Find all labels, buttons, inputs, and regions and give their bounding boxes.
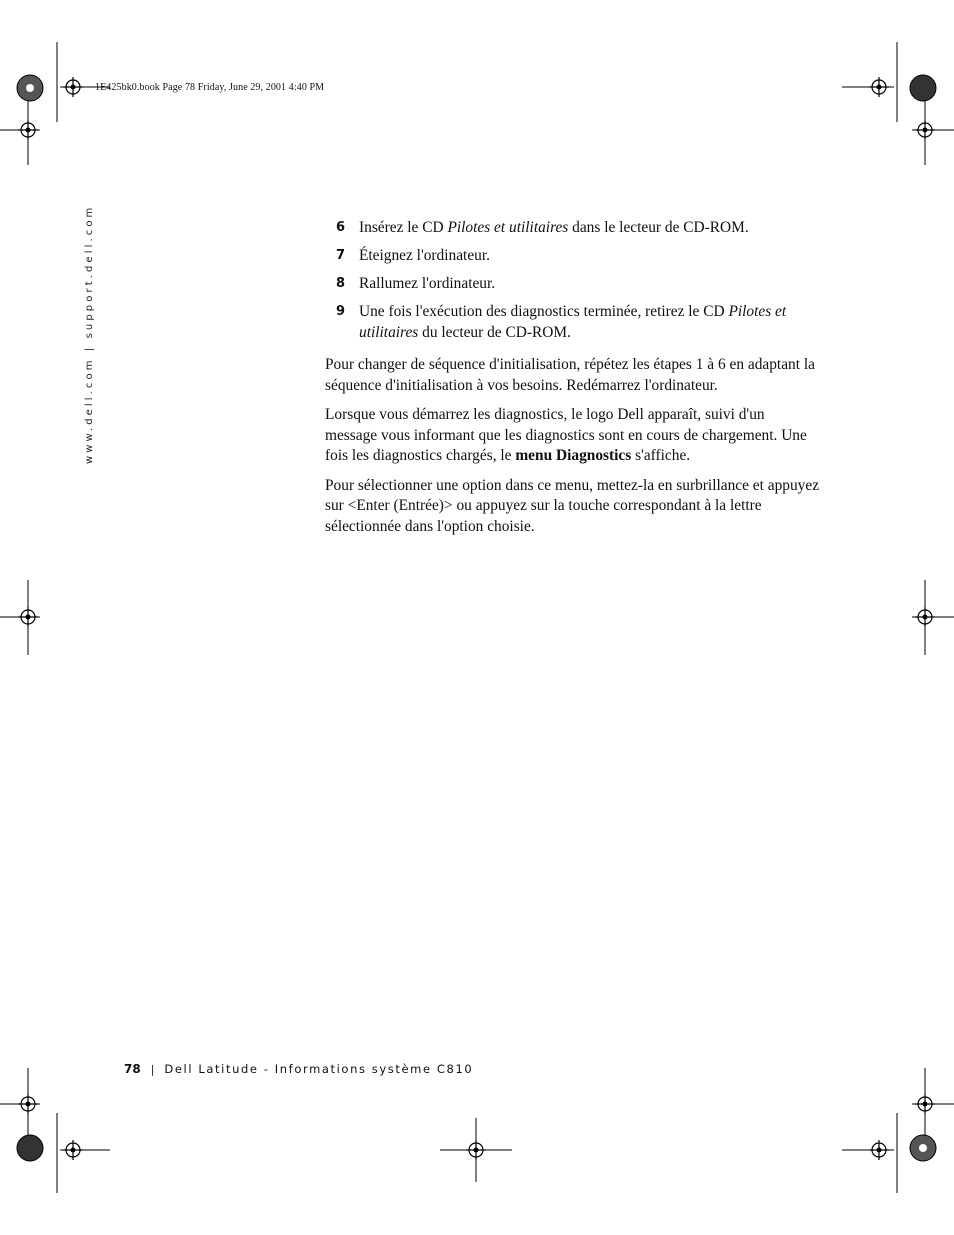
crop-header-line: 1E425bk0.book Page 78 Friday, June 29, 2001 4:40 PM <box>95 82 325 93</box>
step-number: 9 <box>336 304 346 319</box>
step-number: 8 <box>336 276 346 291</box>
step-text: Une fois l'exécution des diagnostics terminée, retirez le CD <box>359 303 729 320</box>
step-text: du lecteur de CD-ROM. <box>418 323 571 341</box>
step-7 <box>325 246 820 267</box>
step-text: Insérez le CD <box>359 219 448 236</box>
step-text: Rallumez l'ordinateur. <box>359 275 496 292</box>
step-8 <box>325 274 820 295</box>
paragraph-text: s'affiche. <box>631 447 691 464</box>
step-number: 7 <box>336 248 346 263</box>
step-9 <box>325 302 820 343</box>
footer-separator: | <box>150 1063 155 1076</box>
page-number: 78 <box>124 1062 141 1076</box>
step-number: 6 <box>336 220 346 235</box>
main-content <box>325 218 820 546</box>
footer-title: Dell Latitude - Informations système C810 <box>164 1062 474 1076</box>
step-text: dans le lecteur de CD-ROM. <box>568 219 749 236</box>
sidebar-url: www.dell.com | support.dell.com <box>84 204 95 464</box>
menu-diagnostics-label: menu Diagnostics <box>515 447 632 464</box>
paragraph-text: Lorsque vous démarrez les diagnostics, le logo Dell apparaît, suivi d'un message vous informant que les diagnostics sont en cours de chargement. Une fois les diagnostics chargés, le <box>325 406 807 464</box>
paragraph-boot-sequence: Pour changer de séquence d'initialisation, répétez les étapes 1 à 6 en adaptant la séquence d'initialisation à vos besoins. Redémarrez l'ordinateur. <box>325 356 815 394</box>
step-text: Éteignez l'ordinateur. <box>359 247 490 264</box>
page-footer <box>124 1062 473 1076</box>
step-6 <box>325 218 820 239</box>
step-italic: Pilotes et utilitaires <box>447 219 569 236</box>
step-italic: Pilotes et utilitaires <box>359 303 787 341</box>
paragraph-diagnostics-start <box>325 405 820 467</box>
paragraph-select-option: Pour sélectionner une option dans ce menu, mettez-la en surbrillance et appuyez sur <Enter (Entrée)> ou appuyez sur la touche correspondant à la lettre sélectionnée dans l'option choisie. <box>325 476 820 535</box>
